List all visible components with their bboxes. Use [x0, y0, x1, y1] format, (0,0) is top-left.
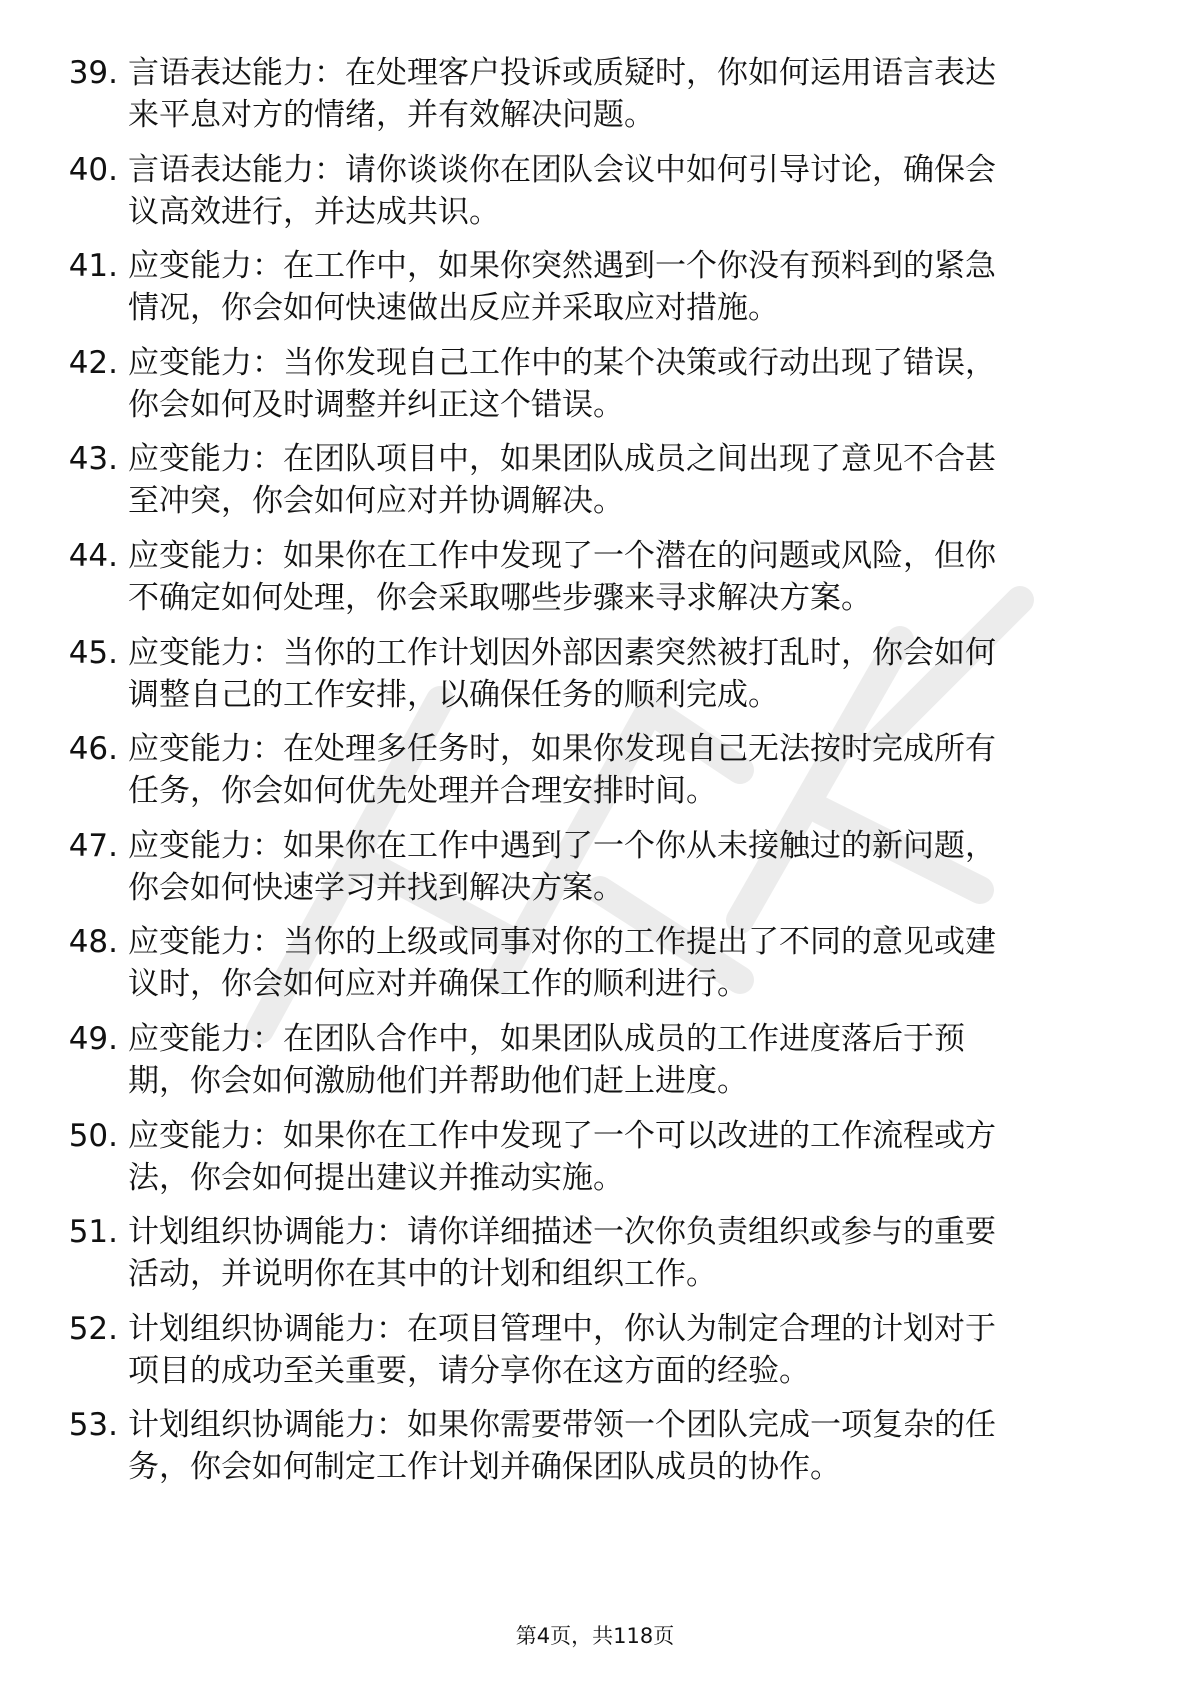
question-text — [128, 1115, 1136, 1199]
question-text — [128, 728, 1136, 812]
question-text-line: 应变能力：当你的上级或同事对你的工作提出了不同的意见或建 — [128, 924, 996, 961]
question-text-line: 应变能力：在团队项目中，如果团队成员之间出现了意见不合甚 — [128, 441, 996, 478]
question-number: 46. — [68, 731, 118, 768]
question-number: 49. — [68, 1021, 118, 1057]
question-number: 43. — [68, 441, 118, 478]
question-number: 53. — [68, 1407, 118, 1444]
question-text-line: 你会如何快速学习并找到解决方案。 — [128, 869, 624, 906]
question-text — [128, 149, 1136, 233]
question-text — [128, 1018, 1136, 1102]
page-number-label: 第4页，共118页 — [515, 1624, 675, 1648]
question-text-line: 任务，你会如何优先处理并合理安排时间。 — [128, 773, 717, 810]
question-text-line: 法，你会如何提出建议并推动实施。 — [128, 1159, 624, 1196]
question-text — [128, 632, 1136, 716]
question-text-line: 至冲突，你会如何应对并协调解决。 — [128, 483, 624, 520]
question-text-line: 你会如何及时调整并纠正这个错误。 — [128, 386, 624, 423]
question-text-line: 应变能力：如果你在工作中遇到了一个你从未接触过的新问题， — [128, 827, 996, 864]
question-text — [128, 535, 1136, 619]
question-number: 39. — [68, 55, 118, 91]
question-number: 40. — [68, 151, 118, 188]
question-number: 41. — [68, 248, 118, 285]
question-number: 48. — [68, 924, 118, 961]
question-text — [128, 825, 1136, 909]
question-text — [128, 342, 1136, 426]
question-text-line: 应变能力：在团队合作中，如果团队成员的工作进度落后于预 — [128, 1021, 965, 1057]
question-text-line: 期，你会如何激励他们并帮助他们赶上进度。 — [128, 1063, 748, 1099]
question-text-line: 活动，并说明你在其中的计划和组织工作。 — [128, 1256, 717, 1293]
question-text-line: 务，你会如何制定工作计划并确保团队成员的协作。 — [128, 1449, 841, 1486]
question-text-line: 情况，你会如何快速做出反应并采取应对措施。 — [128, 290, 779, 327]
question-number: 52. — [68, 1310, 118, 1347]
question-text-line: 议高效进行，并达成共识。 — [128, 193, 500, 230]
question-text-line: 应变能力：如果你在工作中发现了一个可以改进的工作流程或方 — [128, 1117, 996, 1154]
question-text-line: 应变能力：在处理多任务时，如果你发现自己无法按时完成所有 — [128, 731, 996, 768]
question-text-line: 言语表达能力：请你谈谈你在团队会议中如何引导讨论，确保会 — [128, 151, 996, 188]
question-text — [128, 1404, 1136, 1488]
page-footer — [0, 1620, 1190, 1650]
question-text-line: 应变能力：当你发现自己工作中的某个决策或行动出现了错误， — [128, 344, 996, 381]
question-number: 42. — [68, 344, 118, 381]
question-text-line: 项目的成功至关重要，请分享你在这方面的经验。 — [128, 1352, 810, 1389]
question-number: 47. — [68, 827, 118, 864]
question-text-line: 议时，你会如何应对并确保工作的顺利进行。 — [128, 966, 748, 1003]
question-text-line: 调整自己的工作安排，以确保任务的顺利完成。 — [128, 676, 779, 713]
question-text — [128, 438, 1136, 522]
question-number: 51. — [68, 1214, 118, 1251]
question-text-line: 应变能力：当你的工作计划因外部因素突然被打乱时，你会如何 — [128, 634, 996, 671]
question-text-line: 言语表达能力：在处理客户投诉或质疑时，你如何运用语言表达 — [128, 55, 996, 91]
question-text — [128, 921, 1136, 1005]
question-number: 44. — [68, 538, 118, 574]
question-text-line: 计划组织协调能力：请你详细描述一次你负责组织或参与的重要 — [128, 1214, 996, 1251]
question-text-line: 不确定如何处理，你会采取哪些步骤来寻求解决方案。 — [128, 580, 872, 616]
question-text — [128, 1211, 1136, 1295]
question-text-line: 计划组织协调能力：在项目管理中，你认为制定合理的计划对于 — [128, 1310, 996, 1347]
question-text-line: 来平息对方的情绪，并有效解决问题。 — [128, 97, 655, 133]
question-text — [128, 52, 1136, 136]
question-number: 50. — [68, 1117, 118, 1154]
question-number: 45. — [68, 634, 118, 671]
question-text — [128, 245, 1136, 329]
question-text-line: 计划组织协调能力：如果你需要带领一个团队完成一项复杂的任 — [128, 1407, 996, 1444]
question-text-line: 应变能力：在工作中，如果你突然遇到一个你没有预料到的紧急 — [128, 248, 996, 285]
question-text-line: 应变能力：如果你在工作中发现了一个潜在的问题或风险，但你 — [128, 538, 996, 574]
question-text — [128, 1308, 1136, 1392]
